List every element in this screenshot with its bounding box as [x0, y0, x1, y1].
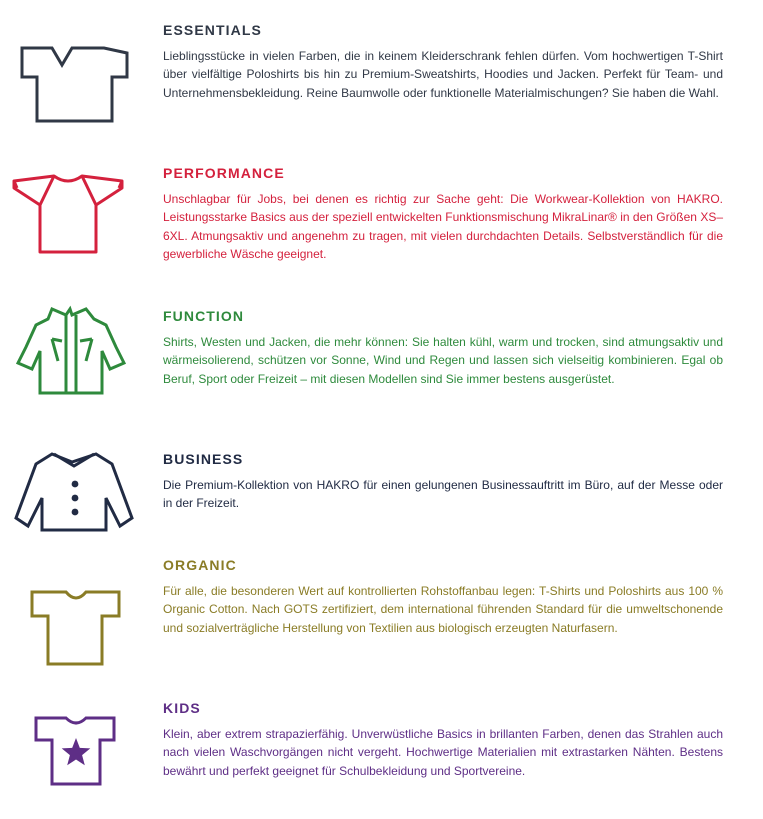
jacket-icon [14, 307, 136, 399]
raglan-shirt-icon [14, 174, 136, 254]
section-function [0, 307, 763, 417]
section-title: KIDS [163, 700, 201, 716]
t-shirt-v-neck-icon [14, 45, 136, 125]
section-essentials [0, 21, 763, 131]
section-text: Klein, aber extrem strapazierfähig. Unverwüstliche Basics in brillanten Farben, denen das Strahlen auch nach vielen Waschvorgängen nicht vergeht. Hochwertige Materialien mit extrastarken Nähten. Bestens bewährt und perfekt geeignet für Schulbekleidung und Sportvereine. [163, 727, 723, 778]
section-kids [0, 699, 763, 799]
section-text: Die Premium-Kollektion von HAKRO für einen gelungenen Businessauftritt im Büro, auf der Messe oder in der Freizeit. [163, 478, 723, 511]
section-text: Für alle, die besonderen Wert auf kontrollierten Rohstoffanbau legen: T-Shirts und Poloshirts aus 100 % Organic Cotton. Nach GOTS zertifiziert, dem international führenden Standard für die umweltschonende und sozialverträgliche Herstellung von Textilien aus biologisch erzeugten Naturfasern. [163, 584, 723, 635]
section-title: BUSINESS [163, 451, 244, 467]
kids-shirt-star-icon [14, 716, 136, 788]
section-text: Unschlagbar für Jobs, bei denen es richtig zur Sache geht: Die Workwear-Kollektion von HAKRO. Leistungsstarke Basics aus der speziell entwickelten Funktionsmischung MikraLinar® in den Größen XS–6XL. Atmungsaktiv und angenehm zu tragen, mit vielen durchdachten Details. Selbstverständlich für die gewerbliche Wäsche geeignet. [163, 192, 723, 261]
section-text: Shirts, Westen und Jacken, die mehr können: Sie halten kühl, warm und trocken, sind atmungsaktiv und wärmeisolierend, schützen vor Sonne, Wind und Regen und lassen sich vielseitig kombinieren. Egal ob Beruf, Sport oder Freizeit – mit diesen Modellen sind Sie immer bestens ausgerüstet. [163, 335, 723, 386]
business-shirt-icon [14, 452, 136, 534]
section-business [0, 450, 763, 540]
t-shirt-round-neck-icon [14, 590, 136, 668]
section-performance [0, 164, 763, 274]
section-organic [0, 556, 763, 666]
section-title: ORGANIC [163, 557, 237, 573]
section-title: PERFORMANCE [163, 165, 285, 181]
section-title: FUNCTION [163, 308, 245, 324]
section-text: Lieblingsstücke in vielen Farben, die in keinem Kleiderschrank fehlen dürfen. Vom hochwertigen T-Shirt über vielfältige Poloshirts bis hin zu Premium-Sweatshirts, Hoodies und Jacken. Perfekt für Team- und Unternehmensbekleidung. Reine Baumwolle oder funktionelle Materialmischungen? Sie haben die Wahl. [163, 49, 723, 100]
section-title: ESSENTIALS [163, 22, 262, 38]
